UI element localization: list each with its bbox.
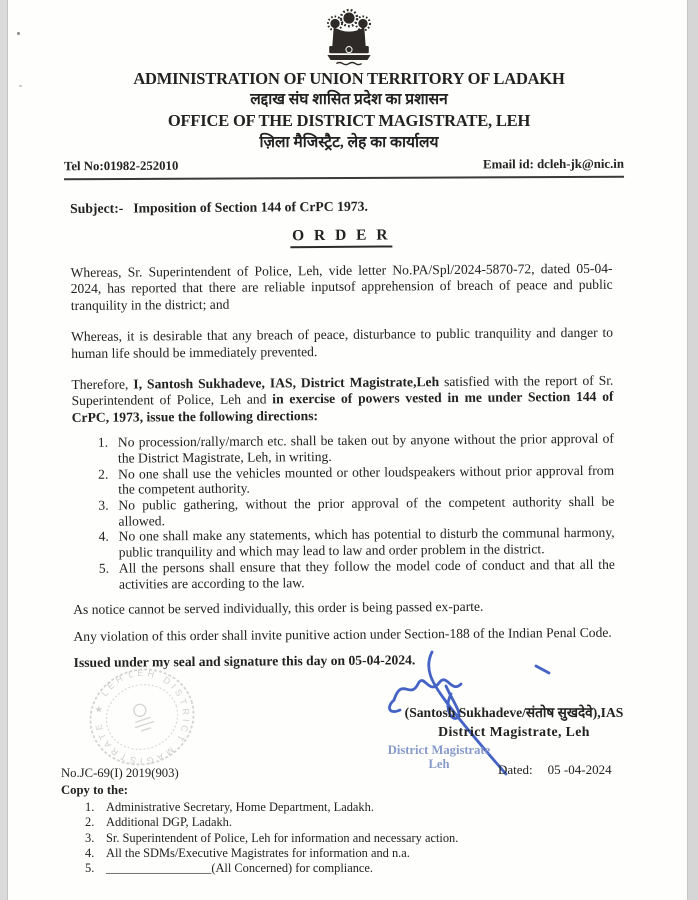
ex-parte-note: As notice cannot be served individually, this order is being passed ex-parte. bbox=[73, 599, 484, 618]
copy-to-section bbox=[61, 783, 458, 876]
scan-edge-left bbox=[0, 0, 8, 900]
office-title-english: OFFICE OF THE DISTRICT MAGISTRATE, LEH bbox=[167, 111, 531, 131]
telephone-number: Tel No:01982-252010 bbox=[63, 159, 179, 174]
issued-line: Issued under my seal and signature this day on 05-04-2024. bbox=[73, 652, 416, 671]
stamp-line-2: Leh bbox=[428, 756, 450, 771]
paragraph-whereas-police: Whereas, Sr. Superintendent of Police, Leh, vide letter No.PA/Spl/2024-5870-72, dated 05-04-2024, has reported that there are reliable inputsof apprehension of breach of peace and public tranquility in the district; and bbox=[70, 261, 613, 314]
scan-speck bbox=[17, 32, 20, 35]
office-title-hindi: ज़िला मैजिस्ट्रैट, लेह का कार्यालय bbox=[259, 134, 439, 152]
copy-to-item: Sr. Superintendent of Police, Leh for information and necessary action. bbox=[106, 830, 459, 845]
dated-label: Dated: bbox=[498, 762, 533, 777]
direction-item: All the persons shall ensure that they follow the model code of conduct and that all the activities are according to the law. bbox=[118, 556, 615, 592]
reference-number: No.JC-69(I) 2019(903) bbox=[61, 766, 179, 780]
contact-row bbox=[64, 157, 624, 180]
copy-to-label: Copy to the: bbox=[61, 783, 128, 797]
dated-value: 05 -04-2024 bbox=[547, 762, 612, 777]
round-seal-icon bbox=[84, 664, 200, 770]
copy-to-item: All the SDMs/Executive Magistrates for information and n.a. bbox=[106, 845, 410, 860]
stamp-line-1: District Magistrate bbox=[387, 743, 491, 757]
copy-to-item: Additional DGP, Ladakh. bbox=[106, 815, 232, 830]
order-body bbox=[70, 197, 616, 672]
direction-item: No one shall use the vehicles mounted or other loudspeakers without prior approval from the competent authority. bbox=[118, 462, 615, 498]
directions-list bbox=[72, 431, 615, 592]
dated-line bbox=[498, 762, 612, 778]
org-title-english: ADMINISTRATION OF UNION TERRITORY OF LADAKH bbox=[133, 69, 565, 88]
scan-edge-right bbox=[687, 0, 698, 900]
magistrate-name-bold: I, Santosh Sukhadeve, IAS, District Magistrate,Leh bbox=[133, 374, 440, 392]
signatory-name: (Santosh Sukhadeve/संतोष सुखदेवे),IAS bbox=[404, 705, 624, 720]
paragraph-therefore: Therefore, I, Santosh Sukhadeve, IAS, District Magistrate,Leh satisfied with the report of Sr. Superintendent of Police, Leh and in exercise of powers vested in me under Section 144 of CrPC, 1973, issue the following directions: bbox=[71, 373, 614, 426]
copy-to-list bbox=[61, 800, 458, 876]
order-heading: O R D E R bbox=[290, 227, 393, 249]
copy-to-item: Administrative Secretary, Home Department, Ladakh. bbox=[106, 800, 374, 814]
signatory-designation: District Magistrate, Leh bbox=[438, 724, 590, 739]
org-title-hindi: लद्दाख संघ शासित प्रदेश का प्रशासन bbox=[250, 91, 448, 109]
svg-text:LEH DISTRICT MAGISTRATE ★ LEH: LEH DISTRICT MAGISTRATE ★ LEH bbox=[92, 667, 192, 767]
direction-item: No one shall make any statements, which has potential to disturb the communal harmony, public tranquility and which may lead to law and order problem in the district. bbox=[118, 525, 615, 561]
powers-clause-bold: in exercise of powers vested in me under Section 144 of CrPC, 1973, issue the following directions: bbox=[71, 389, 614, 426]
direction-item: No public gathering, without the prior approval of the competent authority shall be allowed. bbox=[118, 494, 615, 529]
copy-to-item: _________________(All Concerned) for compliance. bbox=[106, 861, 374, 876]
subject-text: Imposition of Section 144 of CrPC 1973. bbox=[133, 199, 368, 216]
subject-line bbox=[70, 197, 612, 217]
violation-note: Any violation of this order shall invite punitive action under Section-188 of the Indian Penal Code. bbox=[73, 624, 612, 645]
direction-item: No procession/rally/march etc. shall be taken out by anyone without the prior approval of the District Magistrate, Leh, in writing. bbox=[117, 431, 614, 466]
national-emblem-icon bbox=[322, 8, 376, 66]
email-id: Email id: dcleh-jk@nic.in bbox=[482, 157, 625, 172]
scan-speck bbox=[19, 85, 22, 87]
letterhead bbox=[0, 0, 698, 151]
paragraph-whereas-desirable: Whereas, it is desirable that any breach of peace, disturbance to public tranquility and danger to human life should be immediately prevented. bbox=[71, 325, 614, 361]
subject-label: Subject:- bbox=[70, 200, 124, 217]
